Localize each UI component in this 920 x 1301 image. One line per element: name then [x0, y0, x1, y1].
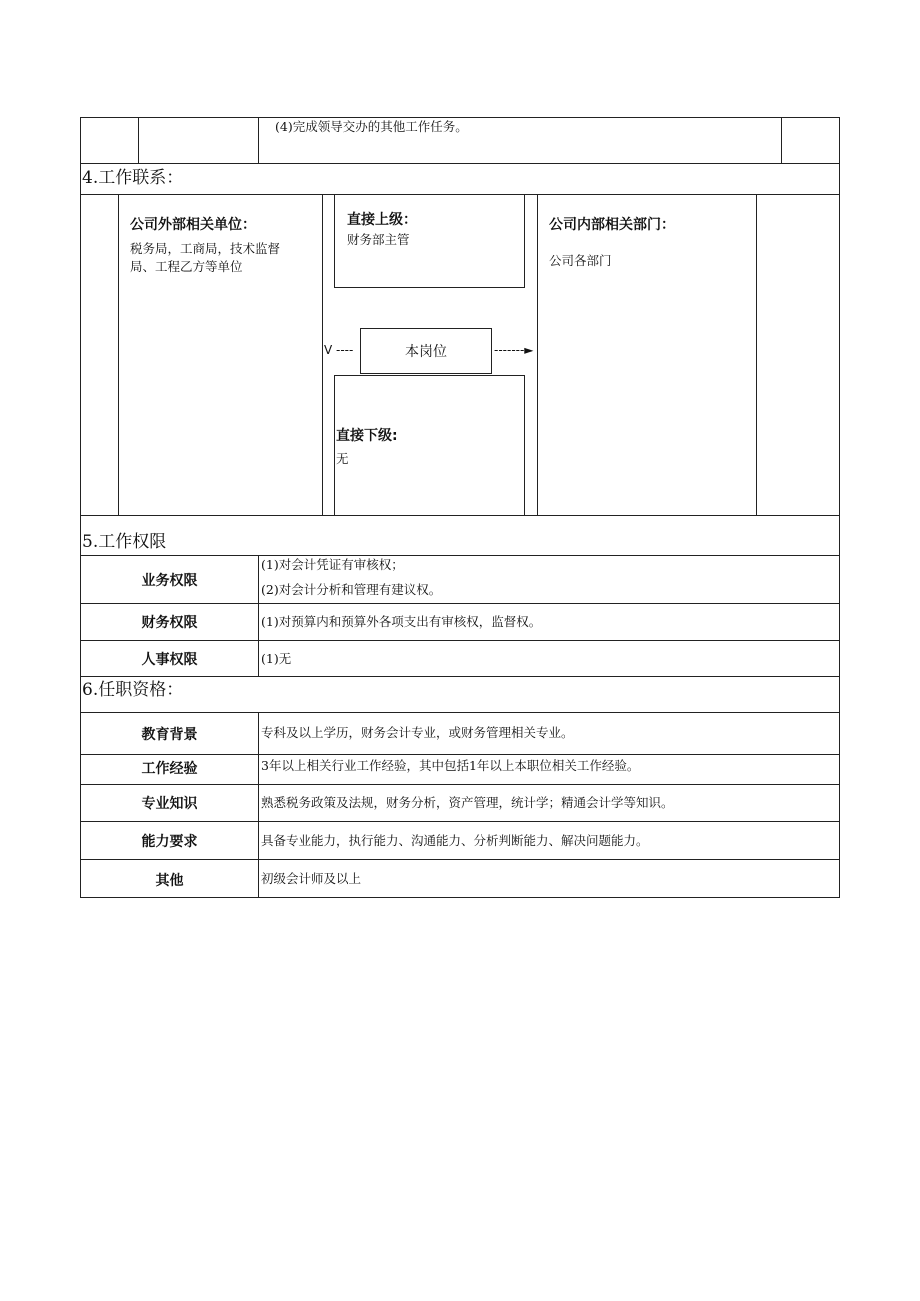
- rule: [138, 117, 139, 163]
- rule: [80, 897, 840, 898]
- top-row-text: (4)完成领导交办的其他工作任务。: [275, 119, 468, 134]
- authority-line: (1)对会计凭证有审核权；: [261, 557, 404, 572]
- right-dashed-arrow: -------►: [494, 343, 534, 357]
- authority-line: (1)对预算内和预算外各项支出有审核权，监督权。: [261, 614, 542, 629]
- superior-box-bottom: [334, 287, 525, 288]
- internal-depts-heading: 公司内部相关部门：: [549, 217, 675, 233]
- qualification-value: 熟悉税务政策及法规，财务分析，资产管理，统计学；精通会计学等知识。: [261, 795, 674, 810]
- section4-title: 4.工作联系：: [82, 168, 184, 188]
- rule: [80, 859, 840, 860]
- rule: [80, 555, 840, 556]
- authority-line: (2)对会计分析和管理有建议权。: [261, 582, 442, 597]
- rule: [80, 163, 840, 164]
- rule: [118, 194, 119, 515]
- qualification-label-ability: 能力要求: [141, 834, 198, 850]
- authority-label-finance: 财务权限: [141, 615, 198, 631]
- authority-line: (1)无: [261, 651, 292, 666]
- rule: [80, 676, 840, 677]
- qualification-value: 初级会计师及以上: [261, 871, 362, 886]
- rule: [80, 194, 840, 195]
- superior-value: 财务部主管: [347, 232, 410, 247]
- rule: [756, 194, 757, 515]
- qualification-label-knowledge: 专业知识: [141, 796, 198, 812]
- qualification-value: 3年以上相关行业工作经验，其中包括1年以上本职位相关工作经验。: [261, 758, 640, 773]
- internal-depts-value: 公司各部门: [549, 253, 612, 268]
- authority-label-business: 业务权限: [141, 573, 198, 589]
- section5-title: 5.工作权限: [82, 532, 167, 552]
- qualification-label-education: 教育背景: [141, 727, 198, 743]
- external-units-heading: 公司外部相关单位：: [130, 217, 256, 233]
- subordinate-box-left: [334, 375, 335, 515]
- external-units-line: 局、工程乙方等单位: [130, 259, 243, 274]
- subordinate-heading: 直接下级:: [336, 428, 398, 444]
- rule: [258, 117, 259, 163]
- rule: [322, 194, 323, 515]
- rule: [80, 603, 840, 604]
- this-post-label: 本岗位: [405, 344, 447, 360]
- qualification-value: 专科及以上学历，财务会计专业，或财务管理相关专业。: [261, 725, 574, 740]
- subordinate-value: 无: [336, 451, 349, 466]
- rule: [80, 754, 840, 755]
- subordinate-box-top: [334, 375, 525, 376]
- qualification-value: 具备专业能力，执行能力、沟通能力、分析判断能力、解决问题能力。: [261, 833, 649, 848]
- rule: [80, 515, 840, 516]
- rule: [80, 784, 840, 785]
- rule: [258, 555, 259, 676]
- rule: [258, 712, 259, 897]
- superior-box-right: [524, 194, 525, 288]
- qualification-label-other: 其他: [155, 873, 184, 889]
- qualification-label-experience: 工作经验: [141, 761, 198, 777]
- rule: [80, 712, 840, 713]
- table-border-right: [839, 117, 840, 898]
- left-dashed-arrow: V ----: [324, 343, 354, 357]
- section6-title: 6.任职资格：: [82, 680, 184, 700]
- table-border-left: [80, 117, 81, 898]
- rule: [781, 117, 782, 163]
- authority-label-personnel: 人事权限: [141, 652, 198, 668]
- rule: [537, 194, 538, 515]
- superior-heading: 直接上级：: [347, 212, 417, 228]
- rule: [80, 821, 840, 822]
- superior-box-left: [334, 194, 335, 288]
- subordinate-box-right: [524, 375, 525, 515]
- rule: [80, 640, 840, 641]
- external-units-line: 税务局，工商局，技术监督: [130, 241, 281, 256]
